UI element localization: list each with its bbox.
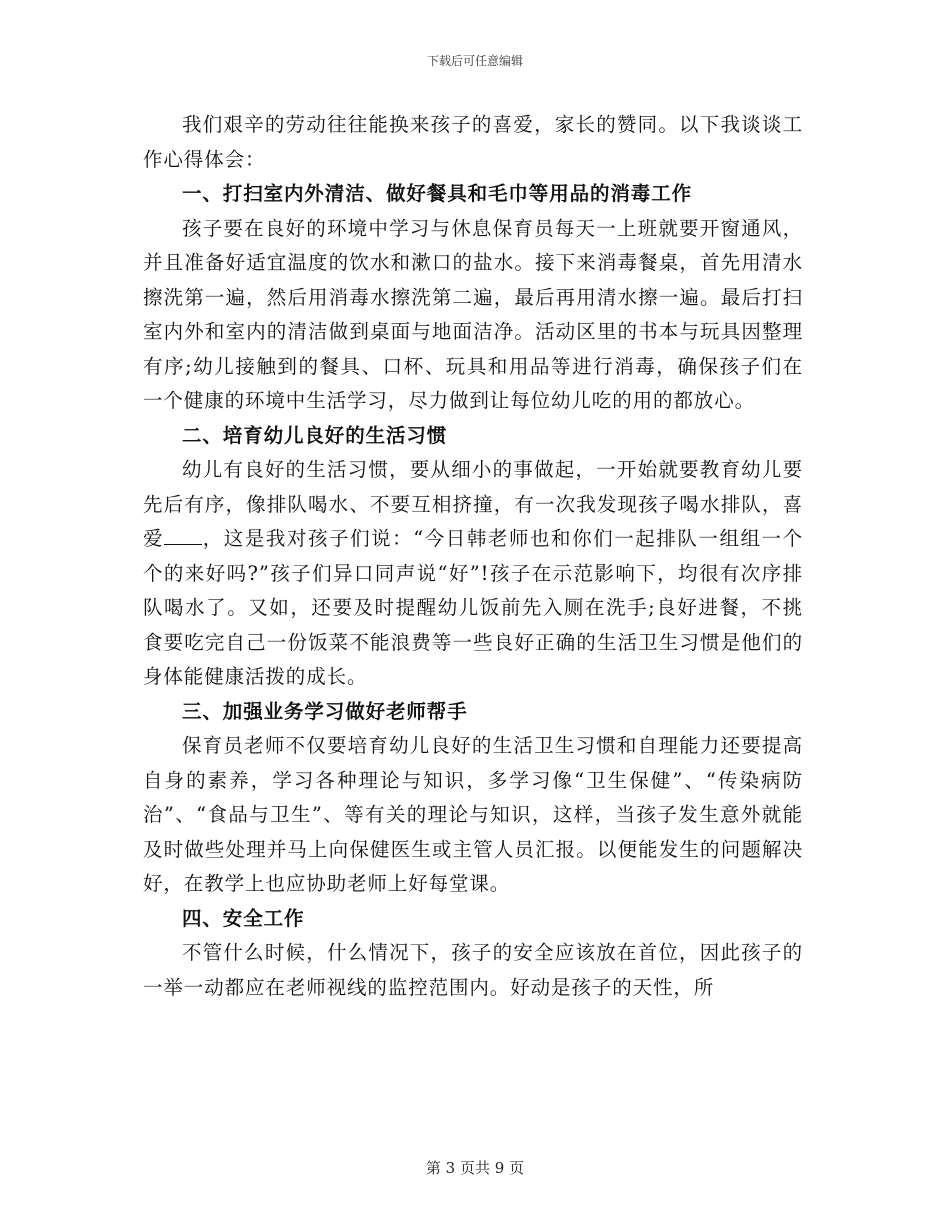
section-2-body-part-1: 幼儿有良好的生活习惯，要从细小的事做起，一开始就要教育幼儿要先后有序，像排队喝水、不要互相挤撞，有一次我发现孩子喝水排队，喜爱 — [143, 458, 803, 550]
page-header: 下载后可任意编辑 — [426, 54, 523, 68]
section-2-heading: 二、培育幼儿良好的生活习惯 — [182, 423, 448, 447]
section-2-body-part-2: ，这是我对孩子们说：“今日韩老师也和你们一起排队一组组一个个的来好吗?”孩子们异口同声说“好”!孩子在示范影响下，均很有次序排队喝水了。又如，还要及时提醒幼儿饭前先入厕在洗手;良好进餐，不挑食要吃完自己一份饭菜不能浪费等一些良好正确的生活卫生习惯是他们的身体能健康活拨的成长。 — [143, 527, 803, 688]
section-2-body — [143, 453, 803, 695]
section-3-body: 保育员老师不仅要培育幼儿良好的生活卫生习惯和自理能力还要提高自身的素养，学习各种理论与知识，多学习像“卫生保健”、“传染病防治”、“食品与卫生”、等有关的理论与知识，这样，当孩子发生意外就能及时做些处理并马上向保健医生或主管人员汇报。以便能发生的问题解决好，在教学上也应协助老师上好每堂课。 — [143, 734, 803, 895]
section-4-body: 不管什么时候，什么情况下，孩子的安全应该放在首位，因此孩子的一举一动都应在老师视线的监控范围内。好动是孩子的天性，所 — [143, 941, 803, 999]
section-4-heading: 四、安全工作 — [182, 906, 305, 930]
fill-in-blank — [164, 526, 202, 545]
section-3-heading: 三、加强业务学习做好老师帮手 — [182, 699, 468, 723]
document-body — [143, 108, 803, 1005]
section-1-heading: 一、打扫室内外清洁、做好餐具和毛巾等用品的消毒工作 — [182, 182, 693, 205]
page-footer: 第 3 页共 9 页 — [425, 1159, 525, 1177]
section-1-body: 孩子要在良好的环境中学习与休息保育员每天一上班就要开窗通风，并且准备好适宜温度的饮水和漱口的盐水。接下来消毒餐桌，首先用清水擦洗第一遍，然后用消毒水擦洗第二遍，最后再用清水擦一遍。最后打扫室内外和室内的清洁做到桌面与地面洁净。活动区里的书本与玩具因整理有序;幼儿接触到的餐具、口杯、玩具和用品等进行消毒，确保孩子们在一个健康的环境中生活学习，尽力做到让每位幼儿吃的用的都放心。 — [143, 216, 803, 412]
intro-paragraph: 我们艰辛的劳动往往能换来孩子的喜爱，家长的赞同。以下我谈谈工作心得体会： — [143, 113, 803, 171]
